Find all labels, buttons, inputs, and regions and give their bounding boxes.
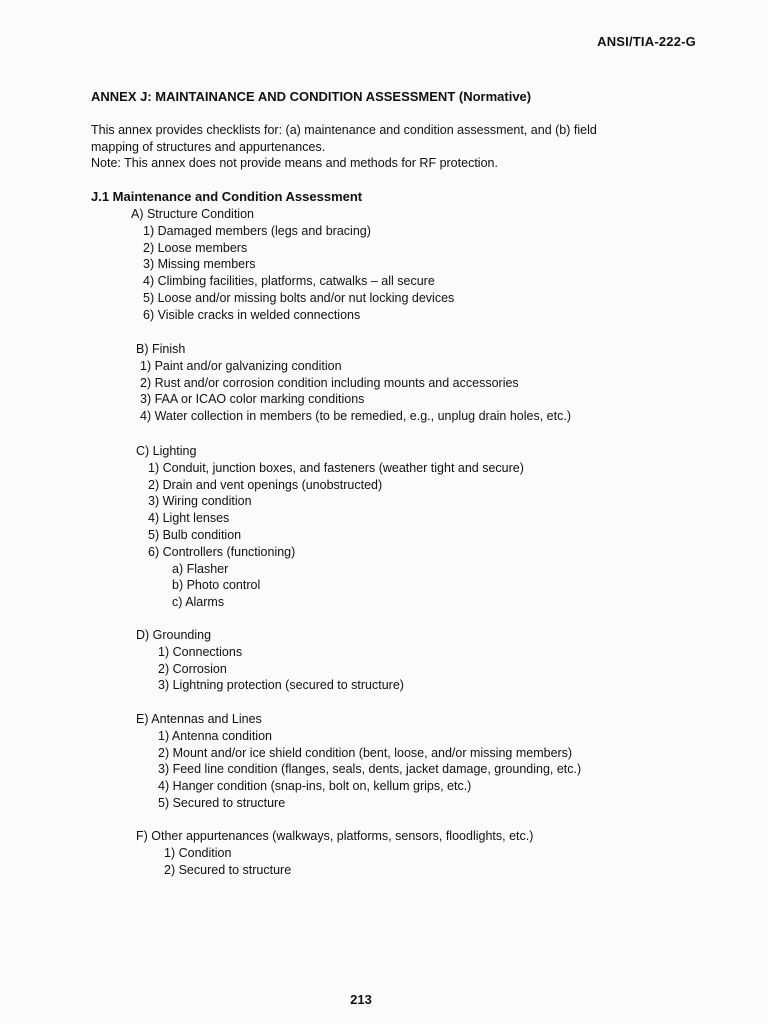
- group-items: [136, 728, 581, 812]
- intro-note: Note: This annex does not provide means and methods for RF protection.: [91, 156, 498, 170]
- list-item: 1) Connections: [158, 644, 243, 659]
- list-item: 1) Damaged members (legs and bracing): [143, 223, 371, 238]
- group-items: [131, 223, 454, 324]
- intro-line-1: This annex provides checklists for: (a) maintenance and condition assessment, and (b) field: [91, 123, 597, 137]
- list-item: 4) Climbing facilities, platforms, catwalks – all secure: [143, 274, 435, 289]
- list-item: 5) Bulb condition: [148, 527, 242, 542]
- list-item: 3) FAA or ICAO color marking conditions: [140, 392, 365, 407]
- list-item: 5) Loose and/or missing bolts and/or nut locking devices: [143, 290, 455, 305]
- group-items: [136, 644, 404, 694]
- document-id: ANSI/TIA-222-G: [597, 34, 696, 49]
- list-item: 4) Water collection in members (to be remedied, e.g., unplug drain holes, etc.): [140, 409, 571, 424]
- group-items: [136, 460, 524, 561]
- list-item: 6) Visible cracks in welded connections: [143, 307, 361, 322]
- section-title: J.1 Maintenance and Condition Assessment: [91, 189, 363, 204]
- list-item: 4) Hanger condition (snap-ins, bolt on, kellum grips, etc.): [158, 779, 472, 794]
- list-item: 3) Lightning protection (secured to structure): [158, 678, 404, 693]
- list-item: 1) Conduit, junction boxes, and fasteners (weather tight and secure): [148, 460, 524, 475]
- list-item: 2) Rust and/or corrosion condition including mounts and accessories: [140, 375, 519, 390]
- sub-list-item: c) Alarms: [172, 595, 225, 610]
- intro-line-2: mapping of structures and appurtenances.: [91, 139, 326, 154]
- list-item: 1) Condition: [164, 845, 232, 860]
- checklist-group-lighting: [136, 443, 524, 611]
- list-item: 3) Wiring condition: [148, 494, 252, 509]
- list-item: 3) Missing members: [143, 257, 256, 272]
- list-item: 2) Mount and/or ice shield condition (bent, loose, and/or missing members): [158, 745, 573, 760]
- list-item: 3) Feed line condition (flanges, seals, dents, jacket damage, grounding, etc.): [158, 762, 582, 777]
- group-items: [136, 845, 533, 879]
- group-heading: B) Finish: [136, 342, 186, 356]
- group-subitems: [136, 561, 524, 611]
- list-item: 4) Light lenses: [148, 511, 230, 526]
- group-items: [136, 358, 571, 425]
- checklist-group-structure: [131, 206, 454, 324]
- list-item: 1) Paint and/or galvanizing condition: [140, 358, 342, 373]
- list-item: 6) Controllers (functioning): [148, 544, 296, 559]
- checklist-group-finish: [136, 341, 571, 425]
- sub-list-item: a) Flasher: [172, 561, 229, 576]
- page-number: 213: [350, 992, 372, 1007]
- list-item: 2) Corrosion: [158, 661, 227, 676]
- group-heading: D) Grounding: [136, 628, 212, 642]
- group-heading: C) Lighting: [136, 444, 197, 458]
- group-heading: E) Antennas and Lines: [136, 712, 262, 726]
- checklist-group-appurtenances: [136, 828, 533, 878]
- group-heading: A) Structure Condition: [131, 207, 254, 221]
- intro-paragraph: [91, 122, 691, 172]
- list-item: 2) Secured to structure: [164, 862, 292, 877]
- list-item: 2) Loose members: [143, 240, 248, 255]
- list-item: 1) Antenna condition: [158, 728, 272, 743]
- annex-title: ANNEX J: MAINTAINANCE AND CONDITION ASSESSMENT (Normative): [91, 89, 532, 104]
- list-item: 5) Secured to structure: [158, 795, 286, 810]
- group-heading: F) Other appurtenances (walkways, platforms, sensors, floodlights, etc.): [136, 829, 534, 843]
- list-item: 2) Drain and vent openings (unobstructed): [148, 477, 383, 492]
- checklist-group-antennas: [136, 711, 581, 812]
- checklist-group-grounding: [136, 627, 404, 694]
- sub-list-item: b) Photo control: [172, 578, 261, 593]
